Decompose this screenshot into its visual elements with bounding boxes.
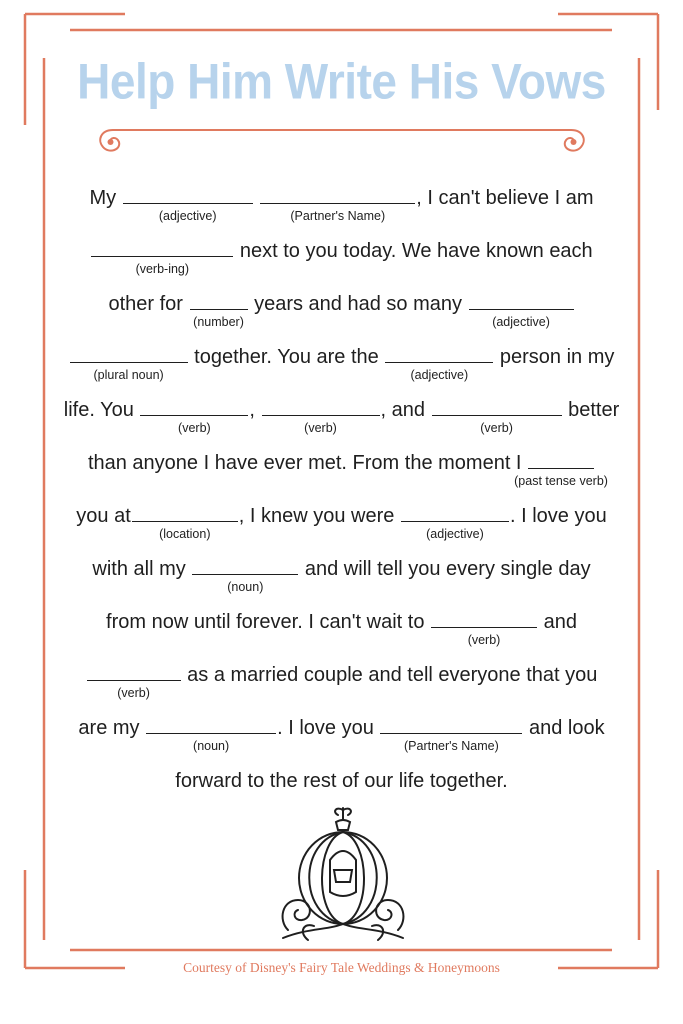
fill-in-blank[interactable]: [514, 452, 608, 488]
blank-hint-label: (adjective): [426, 527, 484, 541]
vow-text-segment: from now until forever. I can't wait to: [106, 611, 431, 633]
vow-text-segment: are my: [78, 717, 146, 739]
vow-line: [0, 292, 683, 329]
blank-hint-label: (adjective): [158, 209, 217, 223]
fill-in-blank[interactable]: [140, 399, 248, 435]
vow-text-segment: next to you today. We have known each: [234, 240, 593, 262]
fill-in-blank[interactable]: [469, 293, 574, 329]
fill-in-blank[interactable]: [192, 558, 298, 594]
blank-hint-label: (Partner's Name): [290, 209, 386, 223]
vow-text-segment: [254, 187, 260, 209]
vow-text-segment: than anyone I have ever met. From the moment I: [87, 452, 528, 474]
fill-in-blank[interactable]: [385, 346, 493, 382]
fill-in-blank[interactable]: [190, 293, 248, 329]
blank-hint-label: (plural noun): [93, 368, 164, 382]
vow-line: [0, 398, 683, 435]
pumpkin-carriage-icon: [268, 800, 418, 950]
fill-in-blank[interactable]: [146, 717, 276, 753]
vow-text-segment: and: [538, 611, 577, 633]
blank-hint-label: (verb): [480, 421, 513, 435]
blank-hint-label: (verb): [467, 633, 501, 647]
vow-line: [0, 610, 683, 647]
vow-text-segment: better: [562, 399, 620, 421]
fill-in-blank[interactable]: [87, 664, 181, 700]
fill-in-blank[interactable]: [401, 505, 509, 541]
vow-line: [0, 716, 683, 753]
blank-hint-label: (location): [159, 527, 211, 541]
blank-hint-label: (Partner's Name): [404, 739, 499, 753]
vow-text-segment: and will tell you every single day: [299, 558, 591, 580]
vow-text-segment: together. You are the: [188, 346, 385, 368]
blank-hint-label: (number): [193, 315, 244, 329]
vow-text-segment: . I love you: [277, 717, 380, 739]
footer-credit: Courtesy of Disney's Fairy Tale Weddings & Honeymoons: [183, 960, 500, 975]
vow-text-segment: ,: [249, 399, 261, 421]
blank-hint-label: (verb): [117, 686, 150, 700]
vow-line: [0, 663, 683, 700]
scroll-ornament: [93, 122, 591, 158]
vow-line: [0, 769, 683, 793]
vow-text-segment: My: [89, 187, 122, 209]
vow-line: [0, 186, 683, 223]
fill-in-blank[interactable]: [70, 346, 188, 382]
vow-text-segment: . I love you: [509, 505, 607, 527]
vow-text-segment: life. You: [63, 399, 140, 421]
vow-text-segment: years and had so many: [248, 293, 468, 315]
blank-hint-label: (noun): [227, 580, 264, 594]
vow-text-segment: as a married couple and tell everyone that you: [181, 664, 598, 686]
vow-text-segment: , and: [380, 399, 431, 421]
page-title: Help Him Write His Vows: [77, 52, 606, 110]
vow-line: [0, 557, 683, 594]
blank-hint-label: (adjective): [410, 368, 469, 382]
fill-in-blank[interactable]: [123, 187, 253, 223]
fill-in-blank[interactable]: [380, 717, 522, 753]
vow-text-segment: you at: [76, 505, 131, 527]
vow-text-segment: other for: [108, 293, 189, 315]
vow-line: [0, 345, 683, 382]
fill-in-blank[interactable]: [432, 399, 562, 435]
vow-text-segment: , I knew you were: [238, 505, 400, 527]
blank-hint-label: (verb): [304, 421, 337, 435]
blank-hint-label: (past tense verb): [514, 474, 608, 488]
fill-in-blank[interactable]: [260, 187, 415, 223]
fill-in-blank[interactable]: [262, 399, 380, 435]
vow-text-segment: forward to the rest of our life together.: [175, 770, 508, 792]
vow-line: [0, 239, 683, 276]
blank-hint-label: (adjective): [492, 315, 550, 329]
vow-text-segment: person in my: [494, 346, 615, 368]
vow-text-segment: , I can't believe I am: [416, 187, 594, 209]
blank-hint-label: (verb-ing): [135, 262, 190, 276]
blank-hint-label: (verb): [178, 421, 211, 435]
vow-text-segment: with all my: [92, 558, 192, 580]
vow-text-segment: and look: [523, 717, 605, 739]
vow-line: [0, 504, 683, 541]
fill-in-blank[interactable]: [132, 505, 238, 541]
vow-line: [0, 451, 683, 488]
blank-hint-label: (noun): [193, 739, 230, 753]
fill-in-blank[interactable]: [91, 240, 233, 276]
fill-in-blank[interactable]: [431, 611, 537, 647]
